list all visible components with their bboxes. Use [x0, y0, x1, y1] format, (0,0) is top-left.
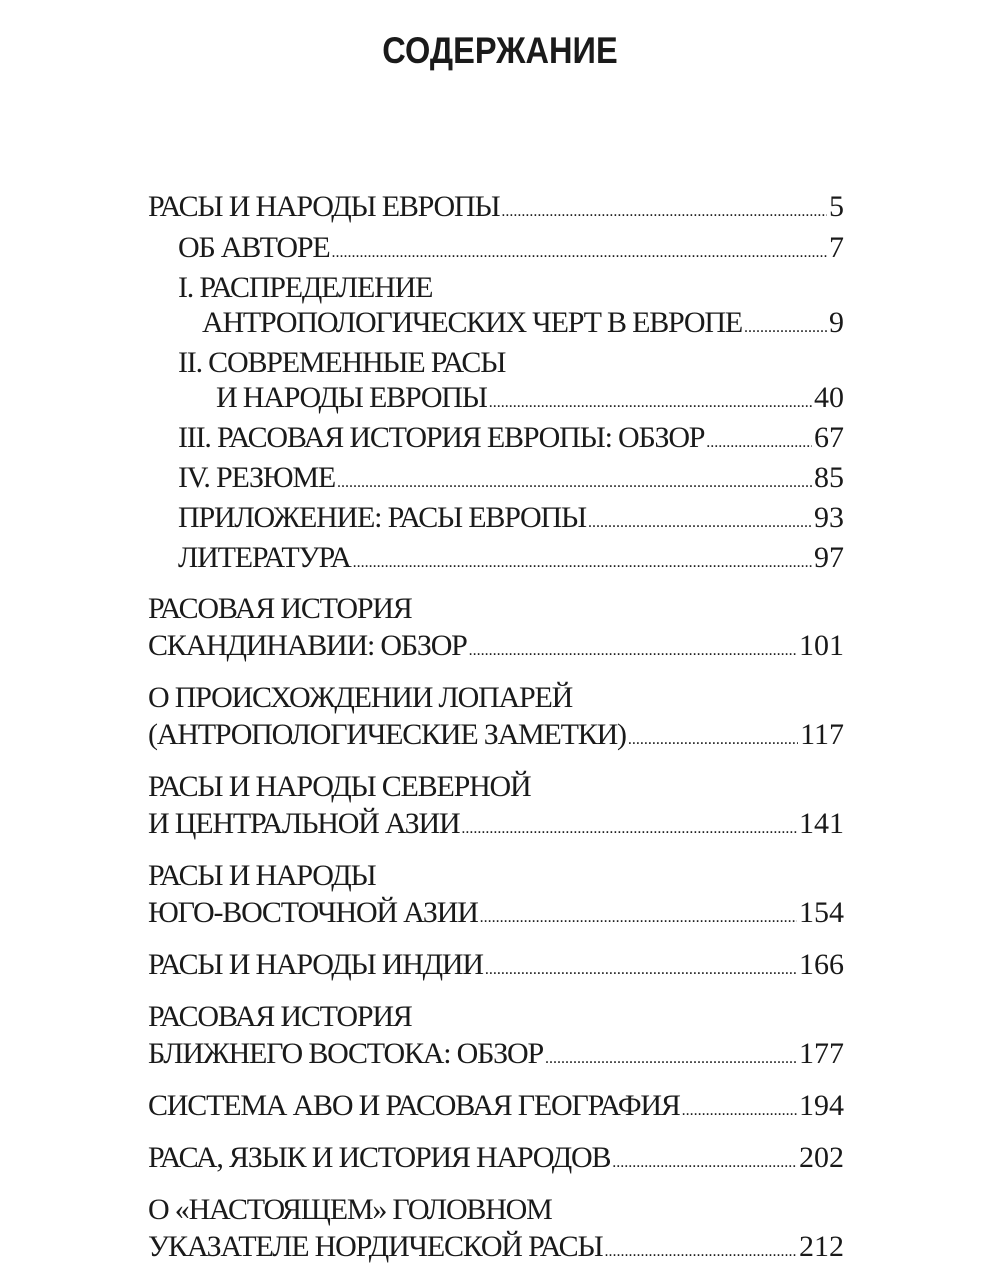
toc-entry-chapter-2[interactable]: [148, 345, 844, 420]
dot-leader: [612, 1139, 797, 1181]
dot-leader: [706, 420, 812, 460]
toc-entry-europe[interactable]: [148, 188, 844, 230]
toc-entry-author[interactable]: [148, 230, 844, 270]
dot-leader: [604, 1228, 797, 1270]
toc-entry-north-central-asia[interactable]: [148, 768, 844, 847]
toc-entry-lapps[interactable]: [148, 679, 844, 758]
toc-entry-title-continued: БЛИЖНЕГО ВОСТОКА: ОБЗОР: [148, 1037, 543, 1070]
toc-entry-title: III. РАСОВАЯ ИСТОРИЯ ЕВРОПЫ: ОБЗОР: [178, 421, 705, 454]
toc-entry-title-continued: ЮГО-ВОСТОЧНОЙ АЗИИ: [148, 896, 478, 929]
toc-page-number: 141: [799, 807, 844, 840]
toc-entry-title: ОБ АВТОРЕ: [178, 231, 330, 264]
toc-entry-title: II. СОВРЕМЕННЫЕ РАСЫ: [178, 346, 506, 379]
toc-entry-title: РАСЫ И НАРОДЫ ИНДИИ: [148, 948, 483, 981]
dot-leader: [461, 805, 797, 847]
toc-entry-abo-system[interactable]: [148, 1087, 844, 1129]
toc-page-number: 93: [814, 501, 844, 534]
dot-leader: [501, 188, 827, 230]
toc-page-number: 9: [829, 306, 844, 339]
toc-entry-scandinavia[interactable]: [148, 590, 844, 669]
toc-page-number: 177: [799, 1037, 844, 1070]
toc-entry-title: I. РАСПРЕДЕЛЕНИЕ: [178, 271, 433, 304]
toc-entry-title: РАСА, ЯЗЫК И ИСТОРИЯ НАРОДОВ: [148, 1141, 611, 1174]
toc-entry-title: РАСОВАЯ ИСТОРИЯ: [148, 1000, 412, 1033]
toc-page-number: 202: [799, 1141, 844, 1174]
toc-entry-title: ЛИТЕРАТУРА: [178, 541, 351, 574]
toc-page-number: 101: [799, 629, 844, 662]
toc-page-number: 194: [799, 1089, 844, 1122]
dot-leader: [545, 1035, 797, 1077]
toc-entry-title: РАСОВАЯ ИСТОРИЯ: [148, 592, 412, 625]
toc-entry-appendix[interactable]: [148, 500, 844, 540]
toc-page-number: 85: [814, 461, 844, 494]
dot-leader: [337, 460, 812, 500]
toc-page-number: 212: [799, 1230, 844, 1263]
dot-leader: [682, 1087, 797, 1129]
toc-entry-title: О ПРОИСХОЖДЕНИИ ЛОПАРЕЙ: [148, 681, 573, 714]
toc-entry-race-language[interactable]: [148, 1139, 844, 1181]
toc-entry-title: СИСТЕМА АВО И РАСОВАЯ ГЕОГРАФИЯ: [148, 1089, 680, 1122]
dot-leader: [588, 500, 812, 540]
dot-leader: [628, 716, 798, 758]
toc-page-number: 67: [814, 421, 844, 454]
toc-entry-title-continued: АНТРОПОЛОГИЧЕСКИХ ЧЕРТ В ЕВРОПЕ: [202, 306, 742, 339]
toc-entry-title-continued: (АНТРОПОЛОГИЧЕСКИЕ ЗАМЕТКИ): [148, 718, 626, 751]
toc-entry-title-continued: И НАРОДЫ ЕВРОПЫ: [216, 381, 487, 414]
dot-leader: [469, 627, 797, 669]
dot-leader: [485, 946, 797, 988]
toc-entry-literature[interactable]: [148, 540, 844, 580]
toc-entry-title: РАСЫ И НАРОДЫ СЕВЕРНОЙ: [148, 770, 531, 803]
dot-leader: [331, 230, 827, 270]
dot-leader: [480, 894, 797, 936]
toc-page-number: 40: [814, 381, 844, 414]
toc-page-number: 97: [814, 541, 844, 574]
toc-entry-chapter-4[interactable]: [148, 460, 844, 500]
toc-page-number: 154: [799, 896, 844, 929]
toc-entry-near-east[interactable]: [148, 998, 844, 1077]
toc-entry-title: IV. РЕЗЮМЕ: [178, 461, 336, 494]
toc-page-number: 166: [799, 948, 844, 981]
table-of-contents: [148, 188, 844, 1270]
toc-entry-nordic-index[interactable]: [148, 1191, 844, 1270]
dot-leader: [353, 540, 812, 580]
toc-entry-title-continued: УКАЗАТЕЛЕ НОРДИЧЕСКОЙ РАСЫ: [148, 1230, 603, 1263]
dot-leader: [744, 305, 827, 345]
toc-entry-chapter-1[interactable]: [148, 270, 844, 345]
toc-page-number: 117: [800, 718, 844, 751]
toc-entry-title: О «НАСТОЯЩЕМ» ГОЛОВНОМ: [148, 1193, 552, 1226]
toc-entry-india[interactable]: [148, 946, 844, 988]
toc-entry-title-continued: И ЦЕНТРАЛЬНОЙ АЗИИ: [148, 807, 460, 840]
toc-entry-chapter-3[interactable]: [148, 420, 844, 460]
toc-entry-title: ПРИЛОЖЕНИЕ: РАСЫ ЕВРОПЫ: [178, 501, 586, 534]
toc-entry-southeast-asia[interactable]: [148, 857, 844, 936]
page-title: СОДЕРЖАНИЕ: [382, 30, 618, 71]
toc-page-number: 7: [829, 231, 844, 264]
toc-entry-title: РАСЫ И НАРОДЫ ЕВРОПЫ: [148, 190, 500, 223]
dot-leader: [489, 380, 812, 420]
toc-entry-title-continued: СКАНДИНАВИИ: ОБЗОР: [148, 629, 467, 662]
toc-entry-title: РАСЫ И НАРОДЫ: [148, 859, 376, 892]
toc-page-number: 5: [829, 190, 844, 223]
